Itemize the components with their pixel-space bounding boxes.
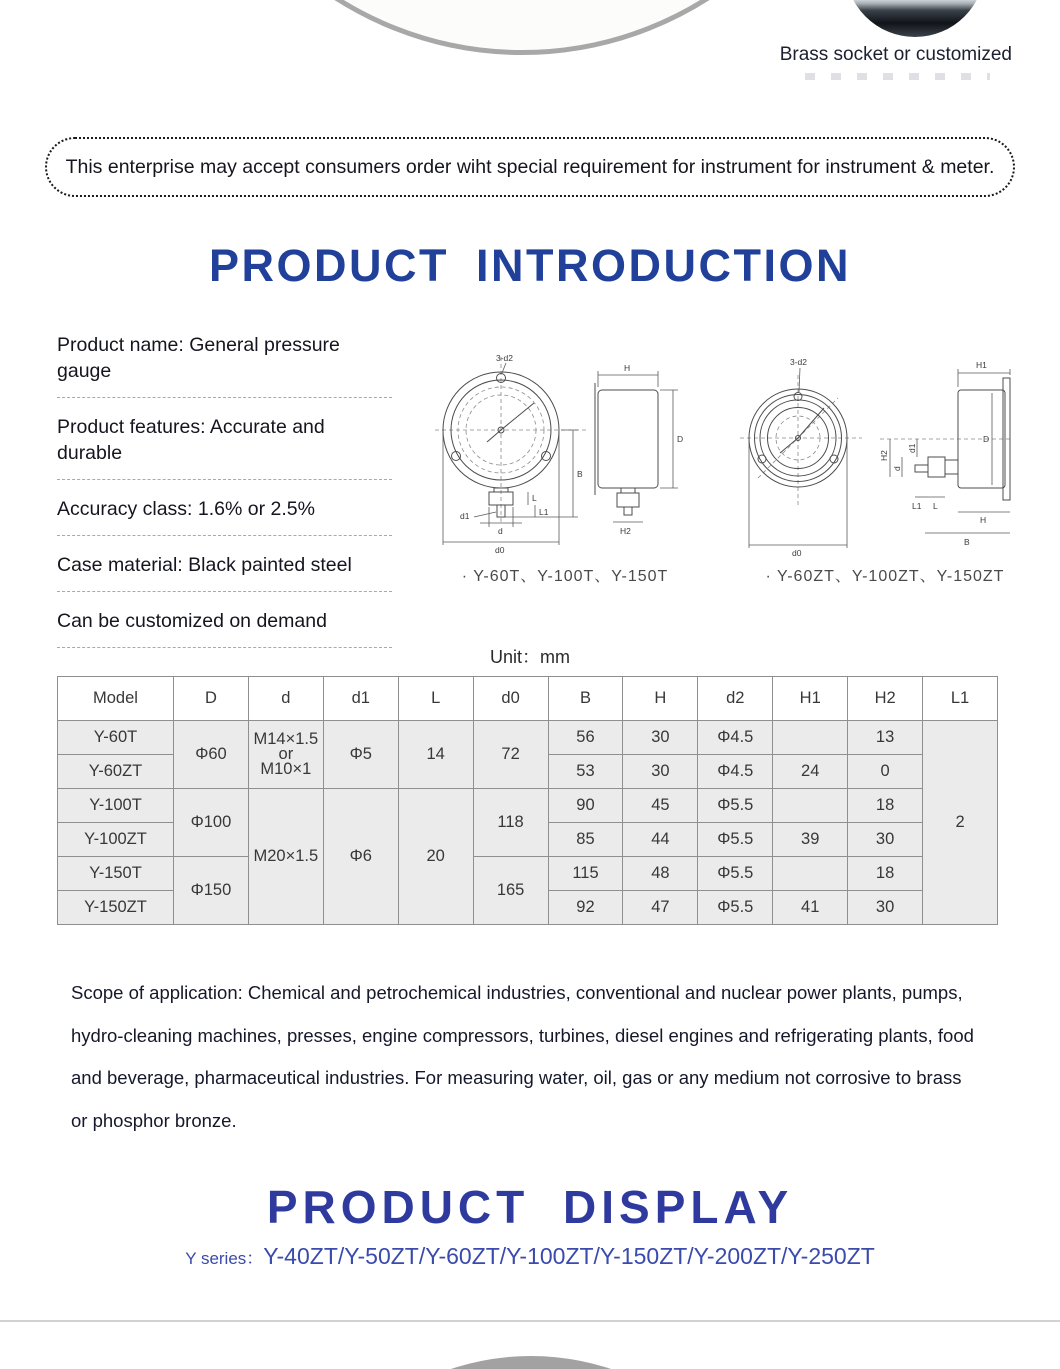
- dim-label-h2: H2: [620, 526, 631, 536]
- table-cell: 20: [398, 789, 473, 925]
- brass-socket-photo: [845, 0, 985, 37]
- dimension-table: [57, 676, 998, 925]
- socket-caption: Brass socket or customized: [779, 44, 1012, 65]
- table-cell: 53: [548, 755, 623, 789]
- spec-item-product-name: Product name: General pressure gauge: [57, 332, 392, 398]
- scope-line: Scope of application: Chemical and petrochemical industries, conventional and nuclear power plants, pumps,: [71, 982, 963, 1003]
- dim-label-h: H: [980, 515, 987, 525]
- thread-line: or: [278, 745, 294, 763]
- product-display-title: PRODUCT DISPLAY: [266, 1181, 794, 1233]
- spec-item-accuracy: Accuracy class: 1.6% or 2.5%: [57, 496, 392, 536]
- dim-label-3d2: 3-d2: [496, 353, 514, 363]
- table-cell: 115: [548, 857, 623, 891]
- table-header-cell: L1: [923, 677, 998, 721]
- spec-list: [57, 332, 392, 664]
- table-cell: 30: [848, 823, 923, 857]
- thread-line: M14×1.5: [253, 730, 319, 748]
- table-cell: Φ100: [174, 789, 249, 857]
- table-cell: 48: [623, 857, 698, 891]
- table-cell: Φ150: [174, 857, 249, 925]
- table-cell: 13: [848, 721, 923, 755]
- dim-label-b: B: [577, 469, 583, 479]
- dim-label-dcap: D: [677, 434, 684, 444]
- table-cell: 30: [848, 891, 923, 925]
- table-cell: 90: [548, 789, 623, 823]
- y-series-line: [0, 1243, 1060, 1270]
- dim-label-l1: L1: [912, 501, 922, 511]
- section-divider-line: [0, 1320, 1060, 1322]
- table-cell: 92: [548, 891, 623, 925]
- dim-label-b: B: [964, 537, 970, 547]
- table-cell: 39: [773, 823, 848, 857]
- dim-label-l: L: [532, 493, 537, 503]
- unit-label: Unit：mm: [490, 647, 570, 667]
- scope-paragraph: [71, 972, 1011, 1142]
- table-row: [58, 789, 998, 823]
- faint-watermark: [805, 73, 990, 80]
- scope-line: hydro-cleaning machines, presses, engine compressors, turbines, diesel engines and refrigerating plants, food: [71, 1024, 974, 1046]
- table-header-cell: H2: [848, 677, 923, 721]
- dim-label-d0: d0: [792, 548, 802, 558]
- table-cell: 41: [773, 891, 848, 925]
- table-cell: 0: [848, 755, 923, 789]
- scope-line: and beverage, pharmaceutical industries. For measuring water, oil, gas or any medium not corrosive to brass: [71, 1067, 962, 1088]
- table-cell: 30: [623, 755, 698, 789]
- dim-label-h2: H2: [879, 450, 889, 461]
- dim-label-h: H: [624, 363, 631, 373]
- thread-line: M10×1: [260, 760, 312, 778]
- table-cell: Φ5.5: [698, 789, 773, 823]
- table-cell: 72: [473, 721, 548, 789]
- table-cell-model: Y-60T: [58, 721, 174, 755]
- table-cell: Φ5.5: [698, 823, 773, 857]
- table-cell-model: Y-100ZT: [58, 823, 174, 857]
- table-cell: [773, 857, 848, 891]
- table-cell: 165: [473, 857, 548, 925]
- technical-drawing-t: [430, 345, 730, 560]
- table-header-cell: d0: [473, 677, 548, 721]
- dim-label-l1: L1: [539, 507, 549, 517]
- scope-line: or phosphor bronze.: [71, 1109, 237, 1131]
- table-cell-model: Y-100T: [58, 789, 174, 823]
- table-cell: 44: [623, 823, 698, 857]
- table-cell: 118: [473, 789, 548, 857]
- dim-label-d1: d1: [460, 511, 470, 521]
- table-header-cell: D: [174, 677, 249, 721]
- table-cell: 56: [548, 721, 623, 755]
- table-cell: Φ4.5: [698, 721, 773, 755]
- table-row: [58, 721, 998, 755]
- dim-label-h1: H1: [976, 360, 987, 370]
- y-series-models: Y-40ZT/Y-50ZT/Y-60ZT/Y-100ZT/Y-150ZT/Y-200ZT/Y-250ZT: [263, 1243, 875, 1269]
- table-header-cell: d2: [698, 677, 773, 721]
- table-cell: Φ5.5: [698, 891, 773, 925]
- table-header-cell: d1: [323, 677, 398, 721]
- notice-text: This enterprise may accept consumers order wiht special requirement for instrument for instrument & meter.: [65, 155, 995, 178]
- table-cell: 14: [398, 721, 473, 789]
- table-row: [58, 857, 998, 891]
- dim-label-3d2: 3-d2: [790, 357, 808, 367]
- table-header-cell: B: [548, 677, 623, 721]
- dim-label-d: d: [498, 526, 503, 536]
- dim-label-d0: d0: [495, 545, 505, 555]
- dim-label-d1: d1: [907, 443, 917, 453]
- table-cell: Φ60: [174, 721, 249, 789]
- table-header-cell: L: [398, 677, 473, 721]
- notice-box: [45, 137, 1015, 197]
- dim-label-l: L: [933, 501, 938, 511]
- table-cell: 45: [623, 789, 698, 823]
- spec-item-case-material: Case material: Black painted steel: [57, 552, 392, 592]
- table-cell: [773, 789, 848, 823]
- table-cell: [248, 721, 323, 789]
- table-cell: 85: [548, 823, 623, 857]
- table-header-row: [58, 677, 998, 721]
- drawing-caption-t: · Y-60T、Y-100T、Y-150T: [461, 568, 669, 585]
- table-cell: 18: [848, 857, 923, 891]
- table-cell: 47: [623, 891, 698, 925]
- table-cell: Φ5: [323, 721, 398, 789]
- spec-item-customized: Can be customized on demand: [57, 608, 392, 648]
- y-series-label: Y series：: [185, 1249, 264, 1268]
- table-cell: 18: [848, 789, 923, 823]
- table-cell-model: Y-60ZT: [58, 755, 174, 789]
- gauge-photo-bottom-arc: [175, 0, 869, 55]
- table-cell: M20×1.5: [248, 789, 323, 925]
- table-cell: 24: [773, 755, 848, 789]
- table-header-cell: d: [248, 677, 323, 721]
- table-cell: Φ4.5: [698, 755, 773, 789]
- next-photo-top-arc: [278, 1356, 784, 1369]
- table-cell: 2: [923, 721, 998, 925]
- spec-item-features: Product features: Accurate and durable: [57, 414, 392, 480]
- table-cell: Φ6: [323, 789, 398, 925]
- table-header-cell: Model: [58, 677, 174, 721]
- table-cell: 30: [623, 721, 698, 755]
- dim-label-dcap: D: [983, 434, 990, 444]
- table-cell: Φ5.5: [698, 857, 773, 891]
- technical-drawing-zt: [740, 345, 1060, 560]
- product-introduction-title: PRODUCT INTRODUCTION: [209, 240, 851, 291]
- table-header-cell: H1: [773, 677, 848, 721]
- table-cell-model: Y-150T: [58, 857, 174, 891]
- table-cell: [773, 721, 848, 755]
- dim-label-d: d: [892, 466, 902, 471]
- drawing-caption-zt: · Y-60ZT、Y-100ZT、Y-150ZT: [765, 568, 1005, 585]
- table-header-cell: H: [623, 677, 698, 721]
- table-cell-model: Y-150ZT: [58, 891, 174, 925]
